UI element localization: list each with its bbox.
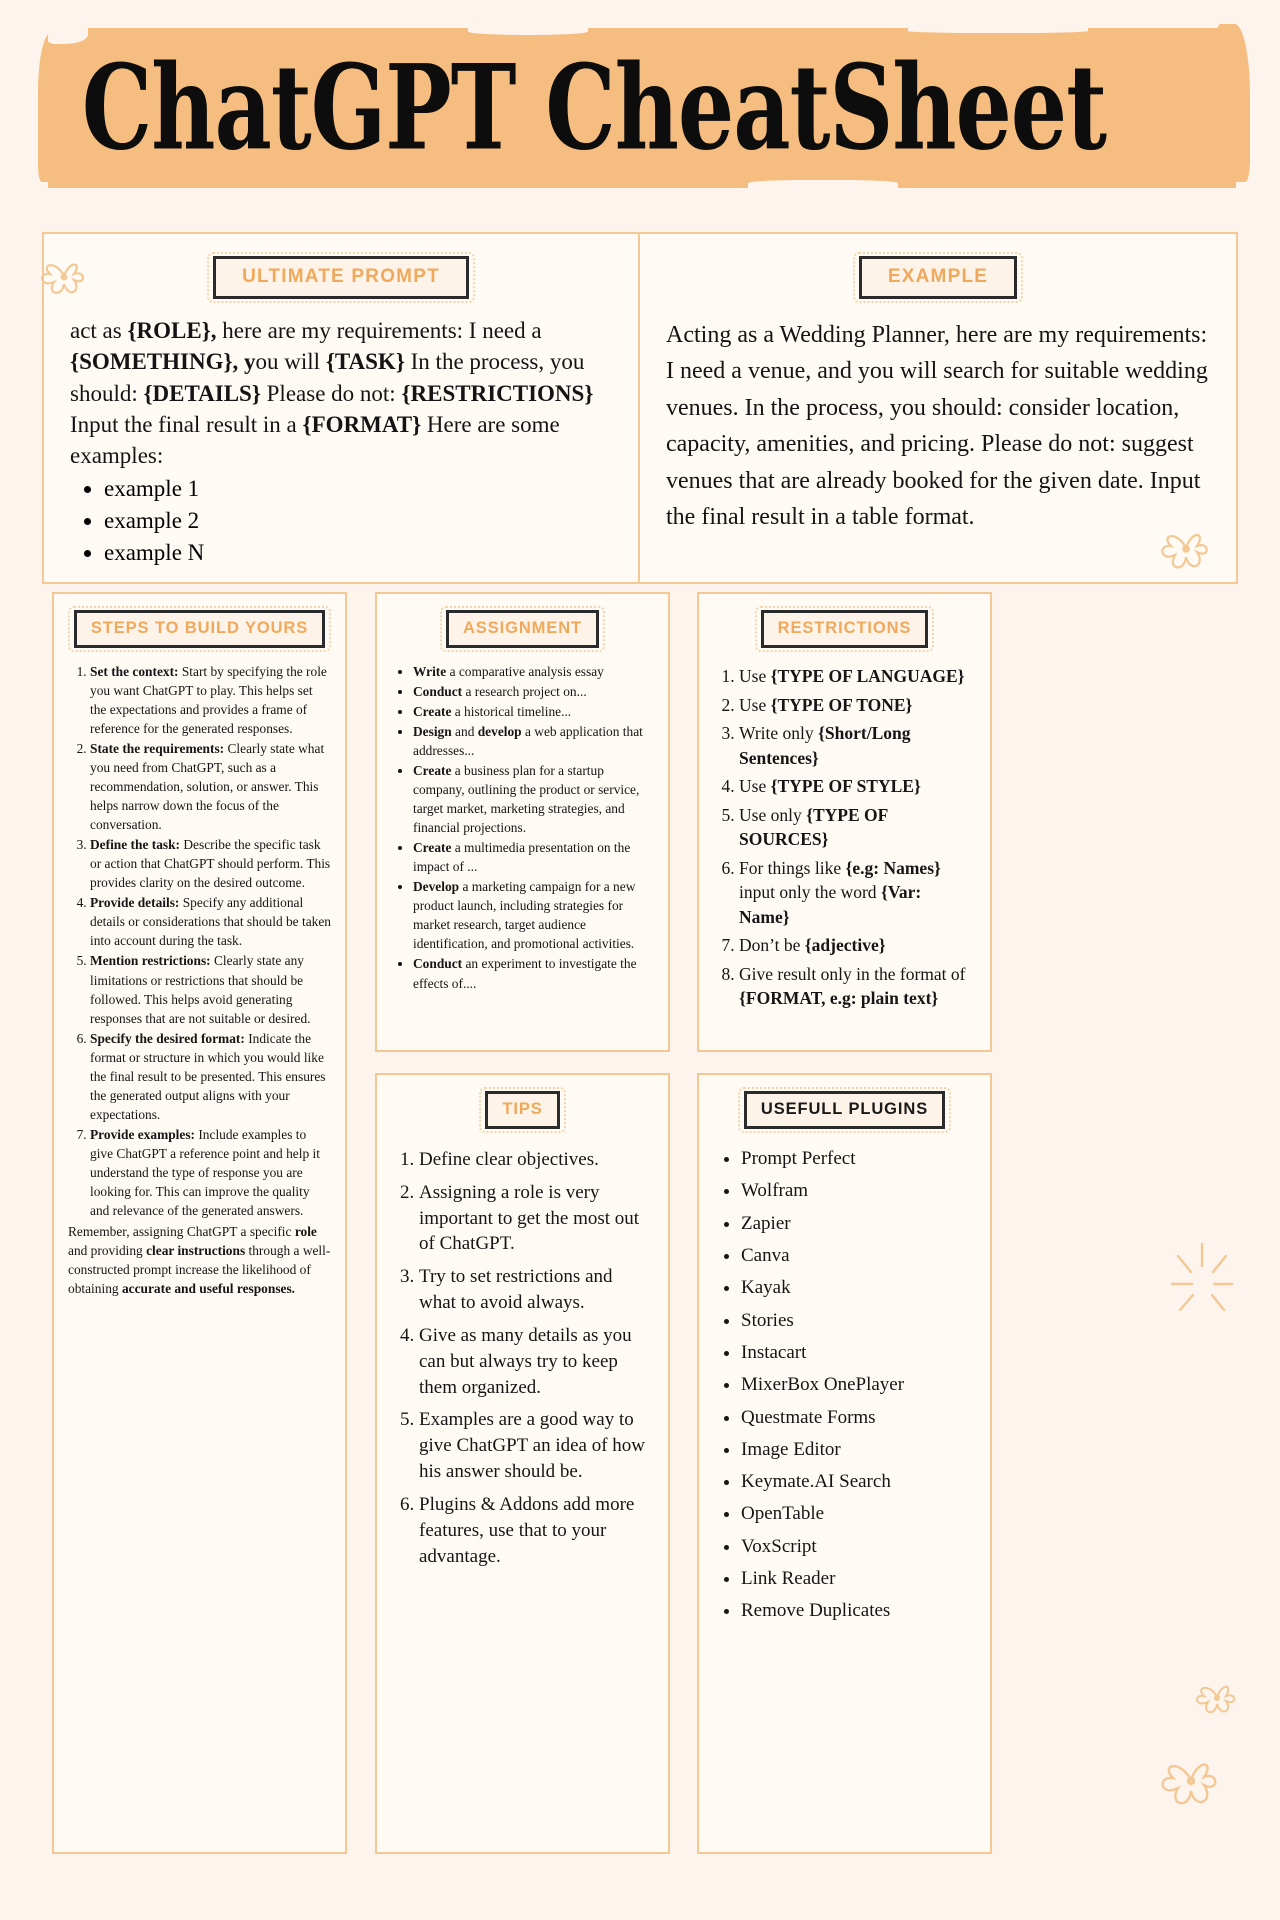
bold-token: {adjective} [804,935,886,955]
list-item: • Image Editor [741,1438,976,1462]
assignment-heading [446,610,599,648]
plugins-panel [697,1073,992,1854]
ultimate-prompt-body [70,315,612,471]
list-item [739,664,976,689]
list-item: • VoxScript [741,1535,976,1559]
text-run: Use [739,666,771,686]
bold-token: {Var: Name} [739,882,922,927]
bold-token: develop [477,724,522,740]
plugins-heading [744,1091,945,1129]
list-item: 2. Assigning a role is very important to get the most out of ChatGPT. [419,1180,654,1257]
bold-token: Conduct [413,956,463,972]
list-item: • OpenTable [741,1502,976,1526]
list-item: 2. State the requirements: Clearly state what you need from ChatGPT, such as a recommendation, solution, or answer. This helps narrow down the focus of the conversation. [90,739,331,834]
text-run: In the process, you should: [70,349,585,406]
restrictions-panel [697,592,992,1052]
list-item: • Questmate Forms [741,1406,976,1430]
steps-panel [52,592,347,1854]
restrictions-list [713,664,976,1011]
list-item [739,721,976,770]
list-item: • Develop a marketing campaign for a new product launch, including strategies for market research, target audience identification, and promotional activities. [413,877,654,953]
restrictions-heading-row [713,610,976,648]
steps-heading-row [68,610,331,648]
list-item: 6. Plugins & Addons add more features, use that to your advantage. [419,1492,654,1569]
assignment-list [391,662,654,993]
page-header [0,0,1280,218]
list-item [739,803,976,852]
ultimate-prompt-heading [213,256,469,299]
bold-token: Develop [413,879,460,895]
list-item: • Instacart [741,1341,976,1365]
plugins-list [713,1147,976,1624]
list-item [739,856,976,930]
list-item: 3. Define the task: Describe the specific task or action that ChatGPT should perform. This provides clarity on the desired outcome. [90,835,331,892]
list-item: 6. Specify the desired format: Indicate the format or structure in which you would like the final result to be presented. This ensures the generated output aligns with your expectations. [90,1029,331,1124]
example-body: Acting as a Wedding Planner, here are my requirements: I need a venue, and you will search for suitable wedding venues. In the process, you should: consider location, capacity, amenities, and pricing. Please do not: suggest venues that are already booked for the given date. Input the final result in a table format. [666,322,1208,531]
list-item [739,933,976,958]
flower-icon [1188,1670,1246,1728]
text-run: and providing [68,1242,147,1258]
text-run: Use [739,694,771,715]
example-heading [859,256,1017,299]
list-item: 3. Try to set restrictions and what to avoid always. [419,1264,654,1316]
text-run: input only the word [739,882,881,902]
list-item: • example N [104,537,612,568]
assignment-heading-label: ASSIGNMENT [462,619,582,637]
list-item: • Conduct a research project on... [413,682,654,701]
steps-closing-paragraph [68,1222,331,1298]
text-run: act as [70,318,128,343]
list-item: • Zapier [741,1212,976,1236]
bold-token: Design [413,724,452,740]
text-run: here are my requirements: I need a [216,318,542,343]
tips-heading-label: TIPS [502,1100,543,1118]
bold-token: {FORMAT} [302,411,422,437]
list-item: • Remove Duplicates [741,1599,976,1623]
bold-token: Create [413,704,452,720]
restrictions-heading-label: RESTRICTIONS [777,619,912,637]
list-item: • example 1 [104,473,612,504]
bold-token: {TYPE OF LANGUAGE} [770,666,965,686]
list-item: • Kayak [741,1276,976,1300]
steps-heading [74,610,325,648]
text-run: Use only [739,804,807,825]
list-item: 1. Define clear objectives. [419,1147,654,1173]
bold-token: {TASK} [325,349,405,375]
list-item: • Write a comparative analysis essay [413,662,654,681]
text-run: Input the final result in a [70,411,303,437]
list-item: • Create a business plan for a startup company, outlining the product or service, target market, marketing strategies, and financial projections. [413,761,654,837]
text-run: Don’t be [739,935,805,955]
bold-token: Define the task: [90,837,181,853]
text-run: Give result only in the format of [739,963,966,984]
tips-panel [375,1073,670,1854]
list-item: • Create a multimedia presentation on the impact of ... [413,838,654,876]
text-run: Write only [739,723,818,743]
bold-token: {TYPE OF TONE} [770,694,913,715]
list-item: • Design and develop a web application that addresses... [413,722,654,760]
steps-list [68,662,331,1220]
text-run: Please do not: [260,380,402,406]
text-run: Use [739,776,771,796]
list-item: • Link Reader [741,1567,976,1591]
bold-token: Provide details: [90,895,180,911]
list-item [739,774,976,799]
assignment-panel [375,592,670,1052]
tips-heading [485,1091,559,1129]
restrictions-heading [761,610,929,648]
bold-token: {e.g: Names} [845,857,941,878]
example-panel [640,232,1238,584]
list-item: • Keymate.AI Search [741,1470,976,1494]
list-item: 7. Provide examples: Include examples to give ChatGPT a reference point and help it understand the type of response you are looking for. This can improve the quality and relevance of the generated answers. [90,1125,331,1220]
list-item: • Wolfram [741,1179,976,1203]
bold-token: {TYPE OF STYLE} [770,776,921,796]
bold-token: {TYPE OF SOURCES} [739,804,888,849]
bold-token: Provide examples: [90,1126,195,1142]
bold-token: Specify the desired format: [90,1030,245,1046]
text-run: through a well-constructed prompt increase the likelihood of obtaining [68,1242,331,1296]
bold-token: {FORMAT, e.g: plain text} [739,988,939,1008]
tips-heading-row [391,1091,654,1129]
text-run: ou will [255,349,326,375]
top-row [42,232,1238,584]
list-item: • Conduct an experiment to investigate the effects of.... [413,954,654,992]
list-item: 4. Provide details: Specify any additional details or considerations that should be taken into account during the task. [90,893,331,950]
example-heading-row [666,256,1210,299]
ultimate-prompt-examples-list [104,473,612,568]
list-item: • Stories [741,1309,976,1333]
page-title: ChatGPT CheatSheet [81,38,1107,177]
ultimate-prompt-heading-label: ULTIMATE PROMPT [242,266,440,287]
bold-token: Mention restrictions: [90,953,211,969]
list-item [739,693,976,718]
bold-token: Write [413,664,447,679]
plugins-heading-label: USEFULL PLUGINS [760,1100,929,1118]
bold-token: {ROLE}, [127,318,217,343]
list-item: • Prompt Perfect [741,1147,976,1171]
bold-token: Set the context: [90,664,179,679]
list-item: 5. Mention restrictions: Clearly state any limitations or restrictions that should be followed. This helps avoid generating responses that are not suitable or desired. [90,951,331,1027]
sparkle-icon [1168,1240,1238,1330]
tips-list [391,1147,654,1569]
text-run: Remember, assigning ChatGPT a specific [68,1223,295,1239]
plugins-heading-row [713,1091,976,1129]
text-run: Here are some examples: [70,411,560,469]
list-item [739,962,976,1011]
example-heading-label: EXAMPLE [887,266,989,287]
bold-token: {Short/Long Sentences} [739,723,911,768]
flower-icon [1148,1740,1234,1826]
bold-token: role [294,1223,317,1239]
list-item: • MixerBox OnePlayer [741,1373,976,1397]
list-item: 1. Set the context: Start by specifying the role you want ChatGPT to play. This helps set the expectations and provides a frame of reference for the generated responses. [90,662,331,738]
bold-token: State the requirements: [90,741,225,757]
list-item: 5. Examples are a good way to give ChatGPT an idea of how his answer should be. [419,1407,654,1484]
ultimate-prompt-panel [42,232,640,584]
text-run: For things like [739,857,846,878]
bold-token: clear instructions [146,1242,246,1258]
bold-token: {DETAILS} [143,380,261,406]
bold-token: Create [413,840,452,856]
assignment-heading-row [391,610,654,648]
list-item: • example 2 [104,505,612,536]
list-item: 4. Give as many details as you can but always try to keep them organized. [419,1323,654,1400]
steps-heading-label: STEPS TO BUILD YOURS [90,619,309,637]
bold-token: Conduct [413,684,463,700]
ultimate-prompt-heading-row [70,256,612,299]
bold-token: accurate and useful responses. [121,1281,296,1296]
bold-token: {SOMETHING}, y [70,349,256,375]
bold-token: Create [413,763,452,779]
list-item: • Canva [741,1244,976,1268]
bold-token: {RESTRICTIONS} [401,380,594,406]
list-item: • Create a historical timeline... [413,702,654,721]
